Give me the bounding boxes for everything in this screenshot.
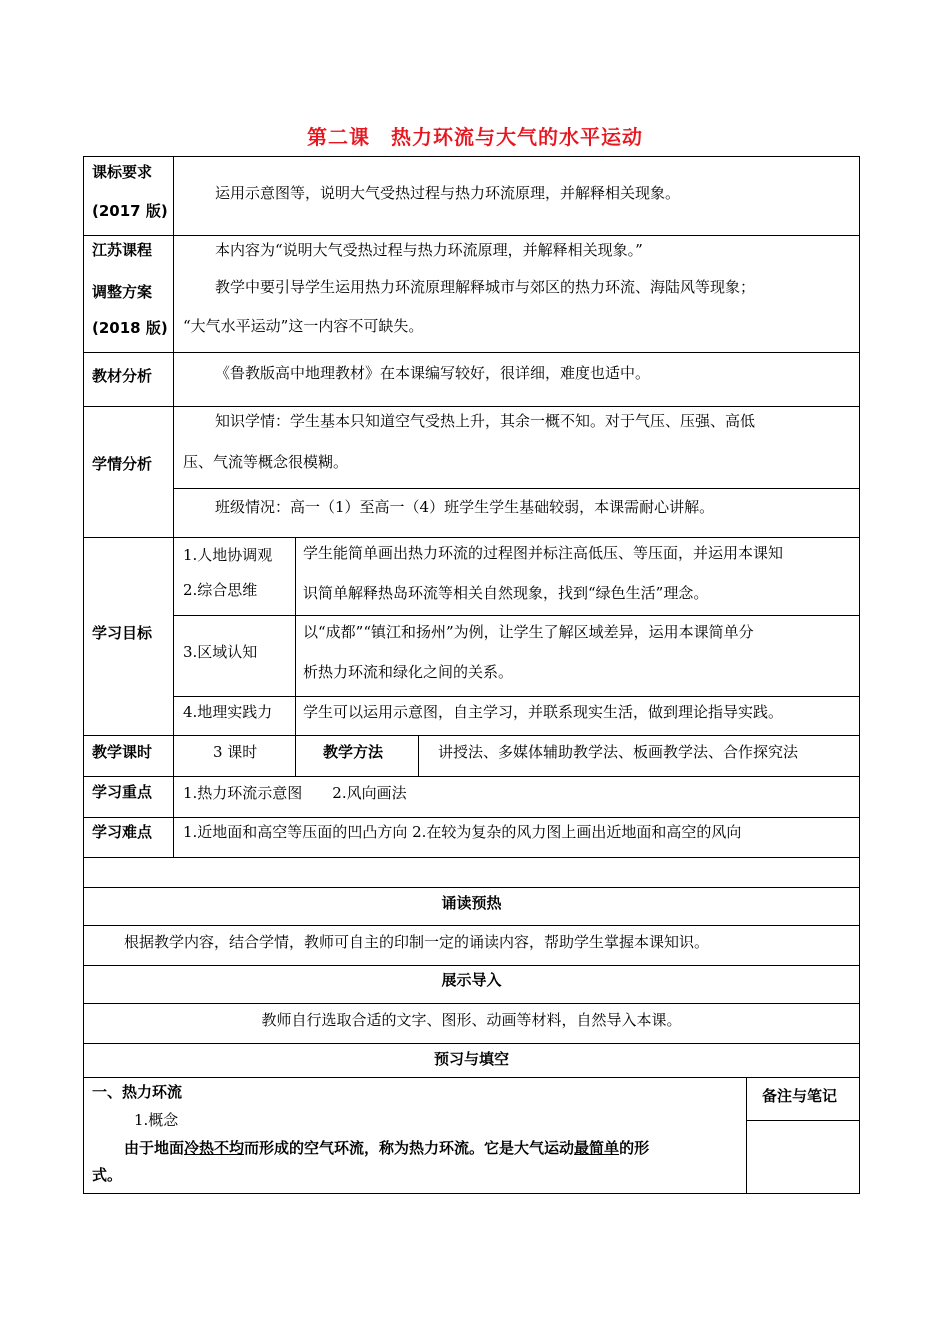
textbook-content: 《鲁教版高中地理教材》在本课编写较好，很详细，难度也适中。 <box>215 364 651 382</box>
part1-definition-line-2: 式。 <box>92 1166 123 1184</box>
students-label: 学情分析 <box>92 455 153 473</box>
jiangsu-label-year: (2018 版) <box>92 319 168 337</box>
def-blank-2: 最简单 <box>574 1139 620 1157</box>
notes-header: 备注与笔记 <box>762 1087 838 1105</box>
curriculum-content: 运用示意图等，说明大气受热过程与热力环流原理，并解释相关现象。 <box>215 184 681 202</box>
goal-2-label: 2.综合思维 <box>183 581 258 599</box>
goal-3-text-line-1: 以“成都”“镇江和扬州”为例，让学生了解区域差异，运用本课简单分 <box>303 623 754 641</box>
goal-3-label: 3.区域认知 <box>183 643 258 661</box>
jiangsu-line-2: 教学中要引导学生运用热力环流原理解释城市与郊区的热力环流、海陆风等现象； <box>215 278 756 296</box>
goal-4-text: 学生可以运用示意图，自主学习，并联系现实生活，做到理论指导实践。 <box>303 703 784 721</box>
intro-header: 展示导入 <box>441 971 502 989</box>
recite-header: 诵读预热 <box>441 894 502 912</box>
method-label: 教学方法 <box>323 743 384 761</box>
page-title: 第二课 热力环流与大气的水平运动 <box>307 125 643 149</box>
jiangsu-label-2: 调整方案 <box>92 283 153 301</box>
recite-text: 根据教学内容，结合学情，教师可自主的印制一定的诵读内容，帮助学生掌握本课知识。 <box>124 933 710 951</box>
goal-1-label: 1.人地协调观 <box>183 546 273 564</box>
students-knowledge-line-2: 压、气流等概念很模糊。 <box>183 453 349 471</box>
intro-text: 教师自行选取合适的文字、图形、动画等材料，自然导入本课。 <box>261 1011 682 1029</box>
def-text-c: 的形 <box>619 1139 650 1157</box>
periods-value: 3 课时 <box>213 743 258 761</box>
curriculum-label-year: (2017 版) <box>92 202 168 220</box>
difficulty-value: 1.近地面和高空等压面的凹凸方向 2.在较为复杂的风力图上画出近地面和高空的风向 <box>183 823 742 841</box>
textbook-label: 教材分析 <box>92 367 153 385</box>
jiangsu-label: 江苏课程 <box>92 241 153 259</box>
goals-label: 学习目标 <box>92 624 153 642</box>
def-text-b: 而形成的空气环流，称为热力环流。它是大气运动 <box>244 1139 575 1157</box>
part1-definition-line-1 <box>124 1138 649 1158</box>
periods-label: 教学课时 <box>92 743 153 761</box>
key-value: 1.热力环流示意图 2.风向画法 <box>183 784 407 802</box>
students-knowledge-line-1: 知识学情：学生基本只知道空气受热上升，其余一概不知。对于气压、压强、高低 <box>215 412 756 430</box>
difficulty-label: 学习难点 <box>92 823 153 841</box>
goal-3-text-line-2: 析热力环流和绿化之间的关系。 <box>303 663 514 681</box>
jiangsu-line-1: 本内容为“说明大气受热过程与热力环流原理，并解释相关现象。” <box>215 241 643 259</box>
preview-header: 预习与填空 <box>433 1050 509 1068</box>
curriculum-label: 课标要求 <box>92 163 153 181</box>
jiangsu-line-3: “大气水平运动”这一内容不可缺失。 <box>183 317 424 335</box>
students-class-info: 班级情况：高一（1）至高一（4）班学生学生基础较弱，本课需耐心讲解。 <box>215 498 715 516</box>
part1-subheading: 1.概念 <box>134 1111 179 1129</box>
part1-heading: 一、热力环流 <box>92 1083 183 1101</box>
def-text-a: 由于地面 <box>124 1139 185 1157</box>
method-value: 讲授法、多媒体辅助教学法、板画教学法、合作探究法 <box>438 743 799 761</box>
goal-4-label: 4.地理实践力 <box>183 703 273 721</box>
key-label: 学习重点 <box>92 783 153 801</box>
goal-1-text-line-2: 识简单解释热岛环流等相关自然现象，找到“绿色生活”理念。 <box>303 584 709 602</box>
def-blank-1: 冷热不均 <box>184 1139 245 1157</box>
goal-1-text-line-1: 学生能简单画出热力环流的过程图并标注高低压、等压面，并运用本课知 <box>303 544 784 562</box>
